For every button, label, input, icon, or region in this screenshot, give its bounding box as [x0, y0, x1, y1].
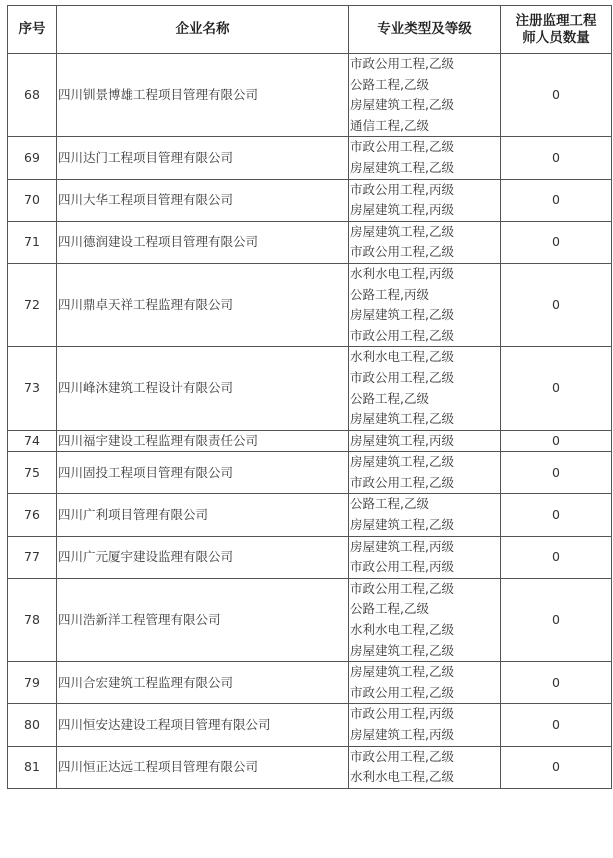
cell-company-name: 四川德润建设工程项目管理有限公司 — [57, 221, 349, 263]
cell-company-name: 四川广利项目管理有限公司 — [57, 494, 349, 536]
table-row — [8, 704, 612, 746]
cell-count: 0 — [501, 452, 612, 494]
cell-count: 0 — [501, 662, 612, 704]
cell-types — [349, 704, 501, 746]
cell-types — [349, 263, 501, 346]
cell-seq: 81 — [8, 746, 57, 788]
cell-count: 0 — [501, 263, 612, 346]
header-count-line2: 师人员数量 — [522, 29, 590, 46]
cell-types — [349, 746, 501, 788]
cell-seq: 68 — [8, 54, 57, 137]
type-grade-line: 市政公用工程,乙级 — [350, 748, 454, 764]
type-grade-line: 房屋建筑工程,乙级 — [350, 97, 454, 113]
cell-count: 0 — [501, 347, 612, 430]
cell-count: 0 — [501, 221, 612, 263]
table-row — [8, 221, 612, 263]
type-grade-line: 水利水电工程,丙级 — [350, 265, 454, 281]
header-seq: 序号 — [8, 6, 57, 54]
header-row — [8, 6, 612, 54]
table-row — [8, 430, 612, 452]
type-grade-line: 公路工程,乙级 — [350, 390, 429, 406]
qualification-table — [7, 5, 612, 789]
type-grade-line: 公路工程,乙级 — [350, 76, 429, 92]
cell-count: 0 — [501, 578, 612, 661]
table-row — [8, 179, 612, 221]
cell-count: 0 — [501, 137, 612, 179]
cell-seq: 74 — [8, 430, 57, 452]
type-grade-line: 市政公用工程,乙级 — [350, 580, 454, 596]
table-row — [8, 347, 612, 430]
type-grade-line: 市政公用工程,乙级 — [350, 474, 454, 490]
cell-seq: 71 — [8, 221, 57, 263]
type-grade-line: 市政公用工程,乙级 — [350, 327, 454, 343]
cell-company-name: 四川恒安达建设工程项目管理有限公司 — [57, 704, 349, 746]
type-grade-line: 房屋建筑工程,乙级 — [350, 307, 454, 323]
type-grade-line: 房屋建筑工程,乙级 — [350, 411, 454, 427]
cell-types — [349, 221, 501, 263]
cell-count: 0 — [501, 179, 612, 221]
cell-count: 0 — [501, 536, 612, 578]
cell-count: 0 — [501, 704, 612, 746]
cell-company-name: 四川福宇建设工程监理有限责任公司 — [57, 430, 349, 452]
type-grade-line: 市政公用工程,乙级 — [350, 139, 454, 155]
header-company-name: 企业名称 — [57, 6, 349, 54]
cell-types — [349, 662, 501, 704]
cell-seq: 75 — [8, 452, 57, 494]
cell-seq: 69 — [8, 137, 57, 179]
type-grade-line: 市政公用工程,丙级 — [350, 706, 454, 722]
type-grade-line: 市政公用工程,乙级 — [350, 369, 454, 385]
cell-types — [349, 347, 501, 430]
cell-types — [349, 536, 501, 578]
type-grade-line: 市政公用工程,乙级 — [350, 56, 454, 71]
type-grade-line: 房屋建筑工程,丙级 — [350, 538, 454, 554]
cell-types — [349, 430, 501, 452]
type-grade-line: 水利水电工程,乙级 — [350, 622, 454, 638]
type-grade-line: 房屋建筑工程,乙级 — [350, 454, 454, 470]
cell-seq: 76 — [8, 494, 57, 536]
header-count-line1: 注册监理工程 — [515, 12, 597, 29]
type-grade-line: 房屋建筑工程,乙级 — [350, 642, 454, 658]
type-grade-line: 房屋建筑工程,乙级 — [350, 517, 454, 533]
cell-company-name: 四川大华工程项目管理有限公司 — [57, 179, 349, 221]
type-grade-line: 房屋建筑工程,乙级 — [350, 159, 454, 175]
cell-company-name: 四川恒正达远工程项目管理有限公司 — [57, 746, 349, 788]
table-row — [8, 662, 612, 704]
type-grade-line: 公路工程,乙级 — [350, 496, 429, 512]
type-grade-line: 房屋建筑工程,乙级 — [350, 664, 454, 680]
cell-count: 0 — [501, 54, 612, 137]
type-grade-line: 公路工程,乙级 — [350, 601, 429, 617]
cell-seq: 77 — [8, 536, 57, 578]
type-grade-line: 房屋建筑工程,乙级 — [350, 223, 454, 239]
type-grade-line: 房屋建筑工程,丙级 — [350, 727, 454, 742]
cell-types — [349, 54, 501, 137]
header-types: 专业类型及等级 — [349, 6, 501, 54]
type-grade-line: 市政公用工程,丙级 — [350, 559, 454, 575]
cell-count: 0 — [501, 430, 612, 452]
table-row — [8, 54, 612, 137]
cell-company-name: 四川固投工程项目管理有限公司 — [57, 452, 349, 494]
table-row — [8, 137, 612, 179]
type-grade-line: 市政公用工程,丙级 — [350, 181, 454, 197]
cell-types — [349, 494, 501, 536]
table-row — [8, 746, 612, 788]
cell-company-name: 四川达门工程项目管理有限公司 — [57, 137, 349, 179]
table-row — [8, 263, 612, 346]
cell-count: 0 — [501, 494, 612, 536]
cell-seq: 70 — [8, 179, 57, 221]
type-grade-line: 市政公用工程,乙级 — [350, 244, 454, 260]
cell-seq: 79 — [8, 662, 57, 704]
type-grade-line: 水利水电工程,乙级 — [350, 349, 454, 365]
type-grade-line: 房屋建筑工程,丙级 — [350, 432, 454, 448]
type-grade-line: 公路工程,丙级 — [350, 286, 429, 302]
cell-seq: 80 — [8, 704, 57, 746]
type-grade-line: 通信工程,乙级 — [350, 117, 429, 133]
header-count — [501, 6, 612, 54]
cell-count: 0 — [501, 746, 612, 788]
cell-company-name: 四川鼎卓天祥工程监理有限公司 — [57, 263, 349, 346]
cell-seq: 78 — [8, 578, 57, 661]
table-row — [8, 494, 612, 536]
table-row — [8, 578, 612, 661]
cell-company-name: 四川峰沐建筑工程设计有限公司 — [57, 347, 349, 430]
cell-company-name: 四川广元厦宇建设监理有限公司 — [57, 536, 349, 578]
type-grade-line: 市政公用工程,乙级 — [350, 684, 454, 700]
type-grade-line: 房屋建筑工程,丙级 — [350, 202, 454, 218]
cell-types — [349, 137, 501, 179]
table-row — [8, 536, 612, 578]
cell-company-name: 四川合宏建筑工程监理有限公司 — [57, 662, 349, 704]
type-grade-line: 水利水电工程,乙级 — [350, 769, 454, 785]
cell-types — [349, 179, 501, 221]
table-row — [8, 452, 612, 494]
cell-company-name: 四川钏景博雄工程项目管理有限公司 — [57, 54, 349, 137]
cell-company-name: 四川浩新洋工程管理有限公司 — [57, 578, 349, 661]
cell-seq: 72 — [8, 263, 57, 346]
cell-seq: 73 — [8, 347, 57, 430]
cell-types — [349, 578, 501, 661]
cell-types — [349, 452, 501, 494]
